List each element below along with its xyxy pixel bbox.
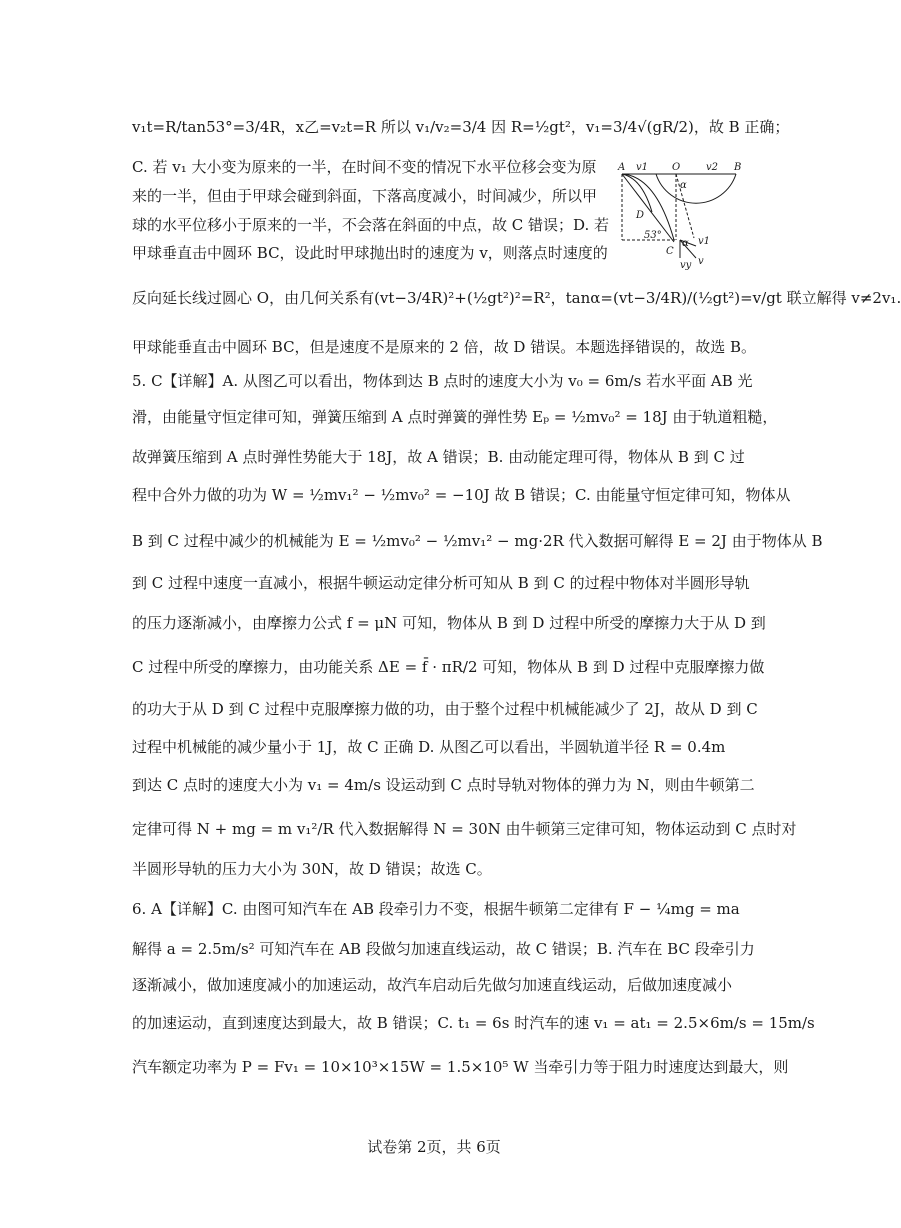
page-footer: 试卷第 2页，共 6页 <box>367 1138 501 1156</box>
text-line-6: 反向延长线过圆心 O，由几何关系有(vt−3/4R)²+(½gt²)²=R²，tanα=(vt−3/4R)/(½gt²)=v/gt 联立解得 v≠2v₁. <box>132 289 901 307</box>
text-line-18: 到达 C 点时的速度大小为 v₁ = 4m/s 设运动到 C 点时导轨对物体的弹力为 N，则由牛顿第二 <box>132 776 755 794</box>
text-line-13: 到 C 过程中速度一直减小，根据牛顿运动定律分析可知从 B 到 C 的过程中物体对半圆形导轨 <box>132 574 750 592</box>
label-53: 53° <box>644 230 662 241</box>
text-line-20: 半圆形导轨的压力大小为 30N，故 D 错误；故选 C。 <box>132 860 492 878</box>
label-d: D <box>636 210 645 221</box>
label-o: O <box>672 162 681 173</box>
label-v2: v2 <box>706 162 719 173</box>
text-line-17: 过程中机械能的减少量小于 1J，故 C 正确 D. 从图乙可以看出，半圆轨道半径 R = 0.4m <box>132 738 726 756</box>
text-line-23: 逐渐减小，做加速度减小的加速运动，故汽车启动后先做匀加速直线运动，后做加速度减小 <box>132 976 733 994</box>
projectile-diagram <box>616 160 744 270</box>
label-v1-top: v1 <box>636 162 649 173</box>
text-line-11: 程中合外力做的功为 W = ½mv₁² − ½mv₀² = −10J 故 B 错误；C. 由能量守恒定律可知，物体从 <box>132 486 791 504</box>
text-line-21: 6. A【详解】C. 由图可知汽车在 AB 段牵引力不变，根据牛顿第二定律有 F − ¼mg = ma <box>132 900 740 918</box>
text-line-3: 来的一半，但由于甲球会碰到斜面，下落高度减小，时间减少，所以甲 <box>132 187 598 205</box>
text-line-24: 的加速运动，直到速度达到最大，故 B 错误；C. t₁ = 6s 时汽车的速 v₁ = at₁ = 2.5×6m/s = 15m/s <box>132 1014 815 1032</box>
semicircle-arc <box>656 174 736 203</box>
label-v1-bottom: v1 <box>698 236 711 247</box>
label-alpha-top: α <box>680 180 687 191</box>
label-b: B <box>734 162 742 173</box>
text-line-14: 的压力逐渐减小，由摩擦力公式 f = μN 可知，物体从 B 到 D 过程中所受的摩擦力大于从 D 到 <box>132 614 766 632</box>
text-line-5: 甲球垂直击中圆环 BC，设此时甲球抛出时的速度为 v，则落点时速度的 <box>132 244 608 262</box>
text-line-8: 5. C【详解】A. 从图乙可以看出，物体到达 B 点时的速度大小为 v₀ = 6m/s 若水平面 AB 光 <box>132 372 753 390</box>
text-line-2: C. 若 v₁ 大小变为原来的一半，在时间不变的情况下水平位移会变为原 <box>132 158 597 176</box>
text-line-7: 甲球能垂直击中圆环 BC，但是速度不是原来的 2 倍，故 D 错误。本题选择错误的，故选 B。 <box>132 338 756 356</box>
text-line-12: B 到 C 过程中减少的机械能为 E = ½mv₀² − ½mv₁² − mg·2R 代入数据可解得 E = 2J 由于物体从 B <box>132 532 823 550</box>
label-alpha-bottom: α <box>682 238 689 249</box>
text-line-9: 滑，由能量守恒定律可知，弹簧压缩到 A 点时弹簧的弹性势 Eₚ = ½mv₀² = 18J 由于轨道粗糙， <box>132 408 778 426</box>
text-line-19: 定律可得 N + mg = m v₁²/R 代入数据解得 N = 30N 由牛顿第三定律可知，物体运动到 C 点时对 <box>132 820 797 838</box>
text-line-4: 球的水平位移小于原来的一半，不会落在斜面的中点，故 C 错误；D. 若 <box>132 216 610 234</box>
text-line-1: v₁t=R/tan53°=3/4R，x乙=v₂t=R 所以 v₁/v₂=3/4 因 R=½gt²，v₁=3/4√(gR/2)，故 B 正确； <box>132 118 790 136</box>
label-v: v <box>698 256 704 267</box>
text-line-25: 汽车额定功率为 P = Fv₁ = 10×10³×15W = 1.5×10⁵ W 当牵引力等于阻力时速度达到最大，则 <box>132 1058 789 1076</box>
text-line-10: 故弹簧压缩到 A 点时弹性势能大于 18J，故 A 错误；B. 由动能定理可得，物体从 B 到 C 过 <box>132 448 745 466</box>
text-line-15: C 过程中所受的摩擦力，由功能关系 ΔE = f̄ · πR/2 可知，物体从 B 到 D 过程中克服摩擦力做 <box>132 658 765 676</box>
label-vy: vy <box>680 260 692 271</box>
text-line-16: 的功大于从 D 到 C 过程中克服摩擦力做的功，由于整个过程中机械能减少了 2J，故从 D 到 C <box>132 700 758 718</box>
text-line-22: 解得 a = 2.5m/s² 可知汽车在 AB 段做匀加速直线运动，故 C 错误；B. 汽车在 BC 段牵引力 <box>132 940 755 958</box>
label-c: C <box>666 246 674 257</box>
label-a: A <box>618 162 626 173</box>
